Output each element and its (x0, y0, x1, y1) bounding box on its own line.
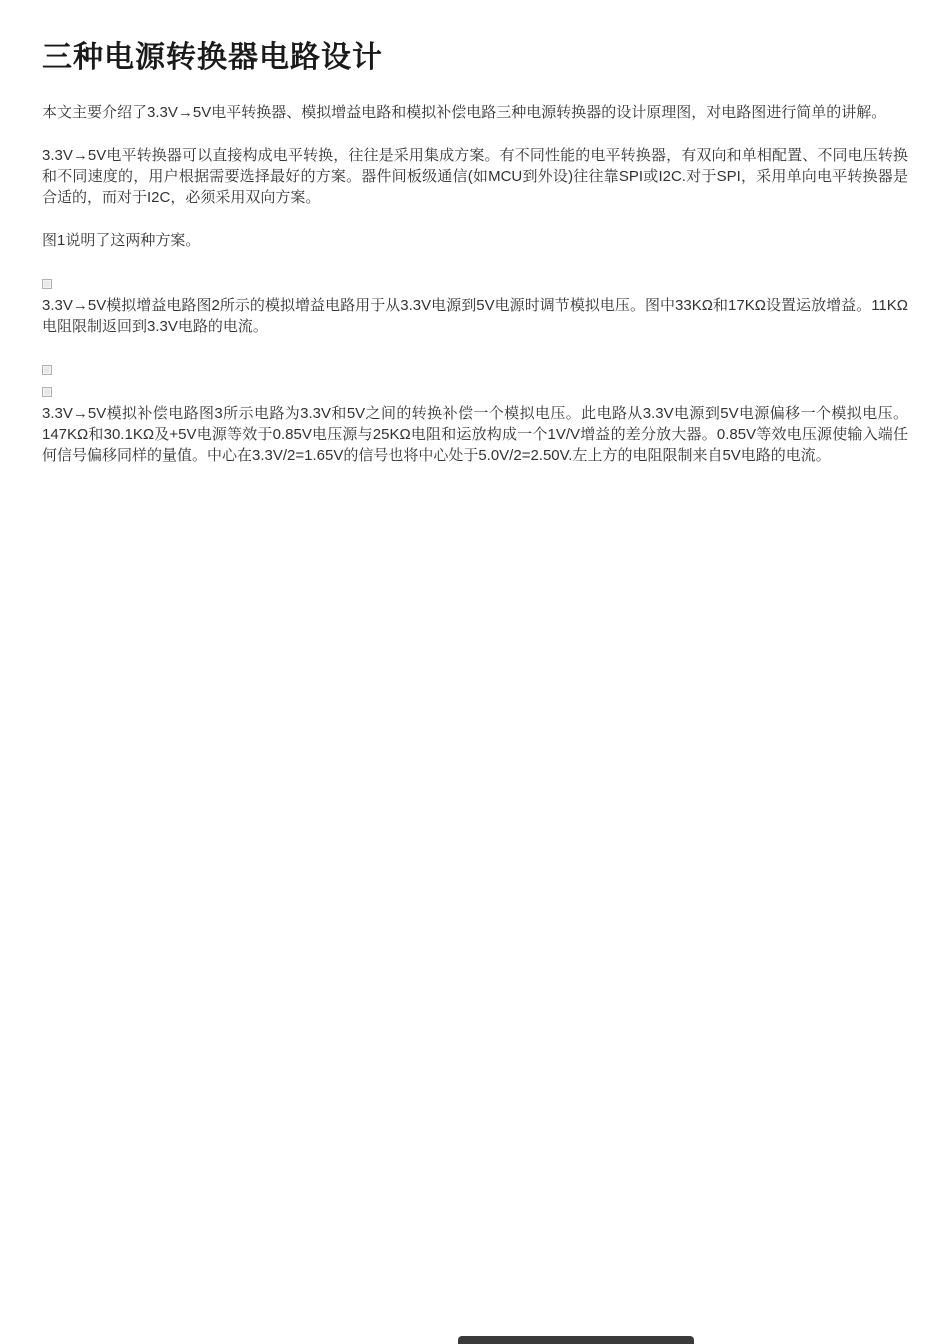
analog-compensation-paragraph: 3.3V→5V模拟补偿电路图3所示电路为3.3V和5V之间的转换补偿一个模拟电压。此电路从3.3V电源到5V电源偏移一个模拟电压。147KΩ和30.1KΩ及+5V电源等效于0.85V电压源与25KΩ电阻和运放构成一个1V/V增益的差分放大器。0.85V等效电压源使输入端任何信号偏移同样的量值。中心在3.3V/2=1.65V的信号也将中心处于5.0V/2=2.50V.左上方的电阻限制来自5V电路的电流。 (42, 405, 908, 464)
figure-2-row (42, 359, 908, 380)
intro-paragraph: 本文主要介绍了3.3V→5V电平转换器、模拟增益电路和模拟补偿电路三种电源转换器的设计原理图，对电路图进行简单的讲解。 (42, 104, 887, 121)
figure-1-row (42, 273, 908, 294)
analog-gain-paragraph: 3.3V→5V模拟增益电路图2所示的模拟增益电路用于从3.3V电源到5V电源时调节模拟电压。图中33KΩ和17KΩ设置运放增益。11KΩ电阻限制返回到3.3V电路的电流。 (42, 297, 908, 335)
article-content (42, 0, 908, 488)
figure1-caption-paragraph: 图1说明了这两种方案。 (42, 232, 201, 249)
figure-3-row (42, 381, 908, 402)
bottom-overlay-pill (458, 1336, 694, 1344)
broken-image-icon (42, 279, 52, 289)
broken-image-icon (42, 387, 52, 397)
broken-image-icon (42, 365, 52, 375)
page-title: 三种电源转换器电路设计 (42, 41, 383, 74)
level-translator-paragraph: 3.3V→5V电平转换器可以直接构成电平转换，往往是采用集成方案。有不同性能的电平转换器，有双向和单相配置、不同电压转换和不同速度的，用户根据需要选择最好的方案。器件间板级通信(如MCU到外设)往往靠SPI或I2C.对于SPI，采用单向电平转换器是合适的，而对于I2C，必须采用双向方案。 (42, 147, 908, 206)
